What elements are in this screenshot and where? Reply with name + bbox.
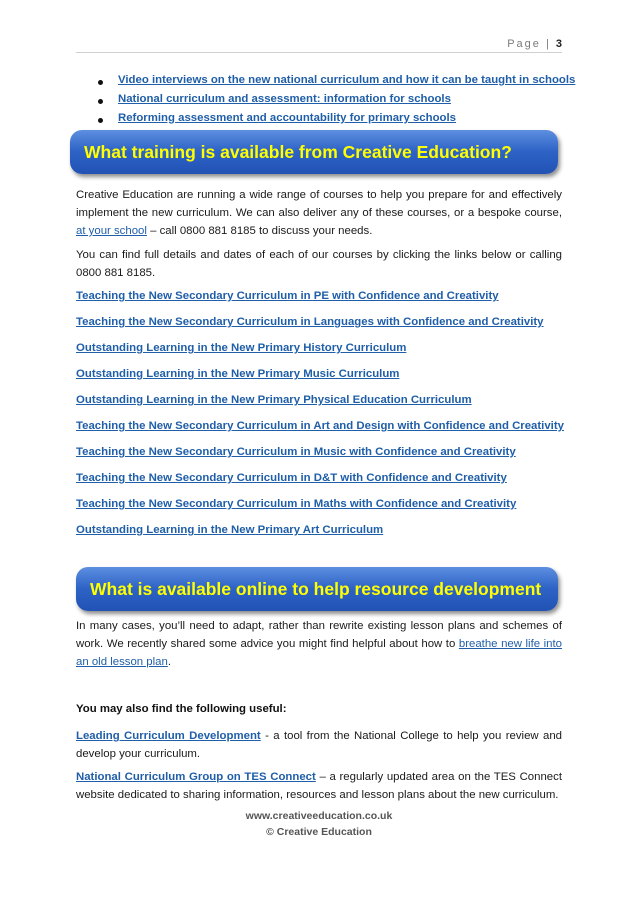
training-details-paragraph: You can find full details and dates of each of our courses by clicking the links below or calling 0800 881 8185.: [76, 249, 562, 279]
online-intro-text-end: .: [167, 656, 171, 668]
resource-paragraph-leading: [76, 727, 562, 763]
course-link-pe-primary[interactable]: Outstanding Learning in the New Primary Physical Education Curriculum: [76, 394, 472, 406]
online-intro-paragraph: [76, 617, 562, 671]
breathe-new-life-link[interactable]: breathe new life into an old lesson plan: [76, 638, 562, 668]
training-intro-text: Creative Education are running a wide range of courses to help you prepare for and effectively implement the new curriculum. We can also deliver any of these courses, or a bespoke course,: [76, 189, 562, 219]
resource-link-list: [76, 74, 576, 131]
page-num: 3: [555, 38, 562, 50]
course-link-art-primary[interactable]: Outstanding Learning in the New Primary Art Curriculum: [76, 524, 384, 536]
useful-resources-heading: You may also find the following useful:: [76, 703, 287, 715]
course-link-languages[interactable]: Teaching the New Secondary Curriculum in Languages with Confidence and Creativity: [76, 316, 544, 328]
course-link-art-design[interactable]: Teaching the New Secondary Curriculum in Art and Design with Confidence and Creativity: [76, 420, 564, 432]
curriculum-assessment-link[interactable]: National curriculum and assessment: information for schools: [118, 93, 451, 105]
course-link-music-primary[interactable]: Outstanding Learning in the New Primary Music Curriculum: [76, 368, 400, 380]
course-link-music-secondary[interactable]: Teaching the New Secondary Curriculum in Music with Confidence and Creativity: [76, 446, 516, 458]
list-item: [76, 93, 562, 112]
course-link-history[interactable]: Outstanding Learning in the New Primary History Curriculum: [76, 342, 407, 354]
course-link-dt[interactable]: Teaching the New Secondary Curriculum in D&T with Confidence and Creativity: [76, 472, 507, 484]
training-intro-text-end: – call 0800 881 8185 to discuss your needs.: [146, 225, 373, 237]
page-footer: [0, 808, 638, 840]
page-label: Page |: [507, 38, 556, 50]
leading-curriculum-text: - a tool from the National College to help you review and develop your curriculum.: [76, 730, 563, 760]
course-link-pe[interactable]: Teaching the New Secondary Curriculum in PE with Confidence and Creativity: [76, 290, 499, 302]
at-your-school-link[interactable]: at your school: [76, 225, 147, 237]
page-number: [507, 38, 562, 50]
footer-website: www.creativeeducation.co.uk: [245, 810, 393, 822]
leading-curriculum-link[interactable]: Leading Curriculum Development: [76, 730, 261, 742]
online-intro-text: In many cases, you’ll need to adapt, rather than rewrite existing lesson plans and schemes of work. We recently shared some advice you might find helpful about how to: [76, 620, 562, 650]
list-item: [76, 112, 562, 131]
resource-paragraph-tes: [76, 768, 562, 804]
list-item: [76, 74, 576, 93]
footer-copyright: © Creative Education: [266, 826, 372, 838]
training-intro-paragraph: [76, 186, 562, 240]
online-heading: What is available online to help resource development: [90, 578, 542, 599]
header-divider: [76, 52, 562, 53]
tes-connect-link[interactable]: National Curriculum Group on TES Connect: [76, 771, 316, 783]
tes-connect-text: – a regularly updated area on the TES Connect website dedicated to sharing information, resources and lesson plans about the new curriculum.: [76, 771, 562, 801]
reforming-assessment-link[interactable]: Reforming assessment and accountability for primary schools: [118, 112, 457, 124]
training-heading-banner: [70, 130, 558, 174]
training-heading: What training is available from Creative Education?: [84, 141, 512, 162]
online-heading-banner: [76, 567, 558, 611]
video-interviews-link[interactable]: Video interviews on the new national curriculum and how it can be taught in schools: [118, 74, 576, 86]
course-link-maths[interactable]: Teaching the New Secondary Curriculum in Maths with Confidence and Creativity: [76, 498, 517, 510]
